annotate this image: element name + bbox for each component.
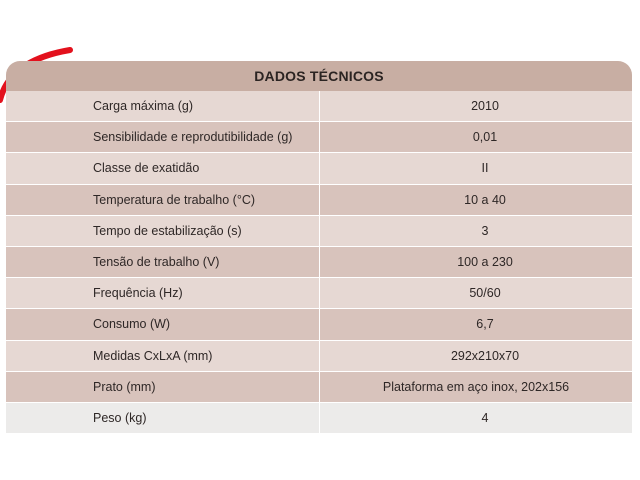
row-label: Tempo de estabilização (s) (6, 216, 320, 246)
table-row (6, 341, 632, 372)
row-value: 100 a 230 (457, 255, 513, 270)
row-value: II (481, 161, 489, 176)
row-value: Plataforma em aço inox, 202x156 (382, 379, 570, 394)
row-value: 0,01 (472, 130, 498, 145)
row-value: 10 a 40 (464, 192, 506, 207)
table-row (6, 91, 632, 122)
table-row (6, 372, 632, 403)
row-value: 292x210x70 (450, 348, 520, 363)
row-label: Tensão de trabalho (V) (6, 247, 320, 277)
table-row (6, 122, 632, 153)
row-label: Medidas CxLxA (mm) (6, 341, 320, 371)
table-row (6, 403, 632, 434)
row-label: Prato (mm) (6, 372, 320, 402)
table-row (6, 153, 632, 184)
table-row (6, 247, 632, 278)
row-label: Peso (kg) (6, 403, 320, 433)
table-title: DADOS TÉCNICOS (6, 61, 632, 91)
row-label: Frequência (Hz) (6, 278, 320, 308)
row-value: 4 (481, 410, 489, 425)
table-row (6, 185, 632, 216)
table-row (6, 216, 632, 247)
table-row (6, 278, 632, 309)
row-value: 6,7 (476, 317, 494, 332)
row-value: 3 (481, 223, 489, 238)
row-value: 50/60 (469, 286, 501, 301)
table-row (6, 309, 632, 340)
row-value: 2010 (471, 99, 499, 114)
technical-data-table (6, 61, 632, 434)
row-label: Sensibilidade e reprodutibilidade (g) (6, 122, 320, 152)
row-label: Temperatura de trabalho (°C) (6, 185, 320, 215)
row-label: Consumo (W) (6, 309, 320, 339)
row-label: Carga máxima (g) (6, 91, 320, 121)
row-label: Classe de exatidão (6, 153, 320, 183)
